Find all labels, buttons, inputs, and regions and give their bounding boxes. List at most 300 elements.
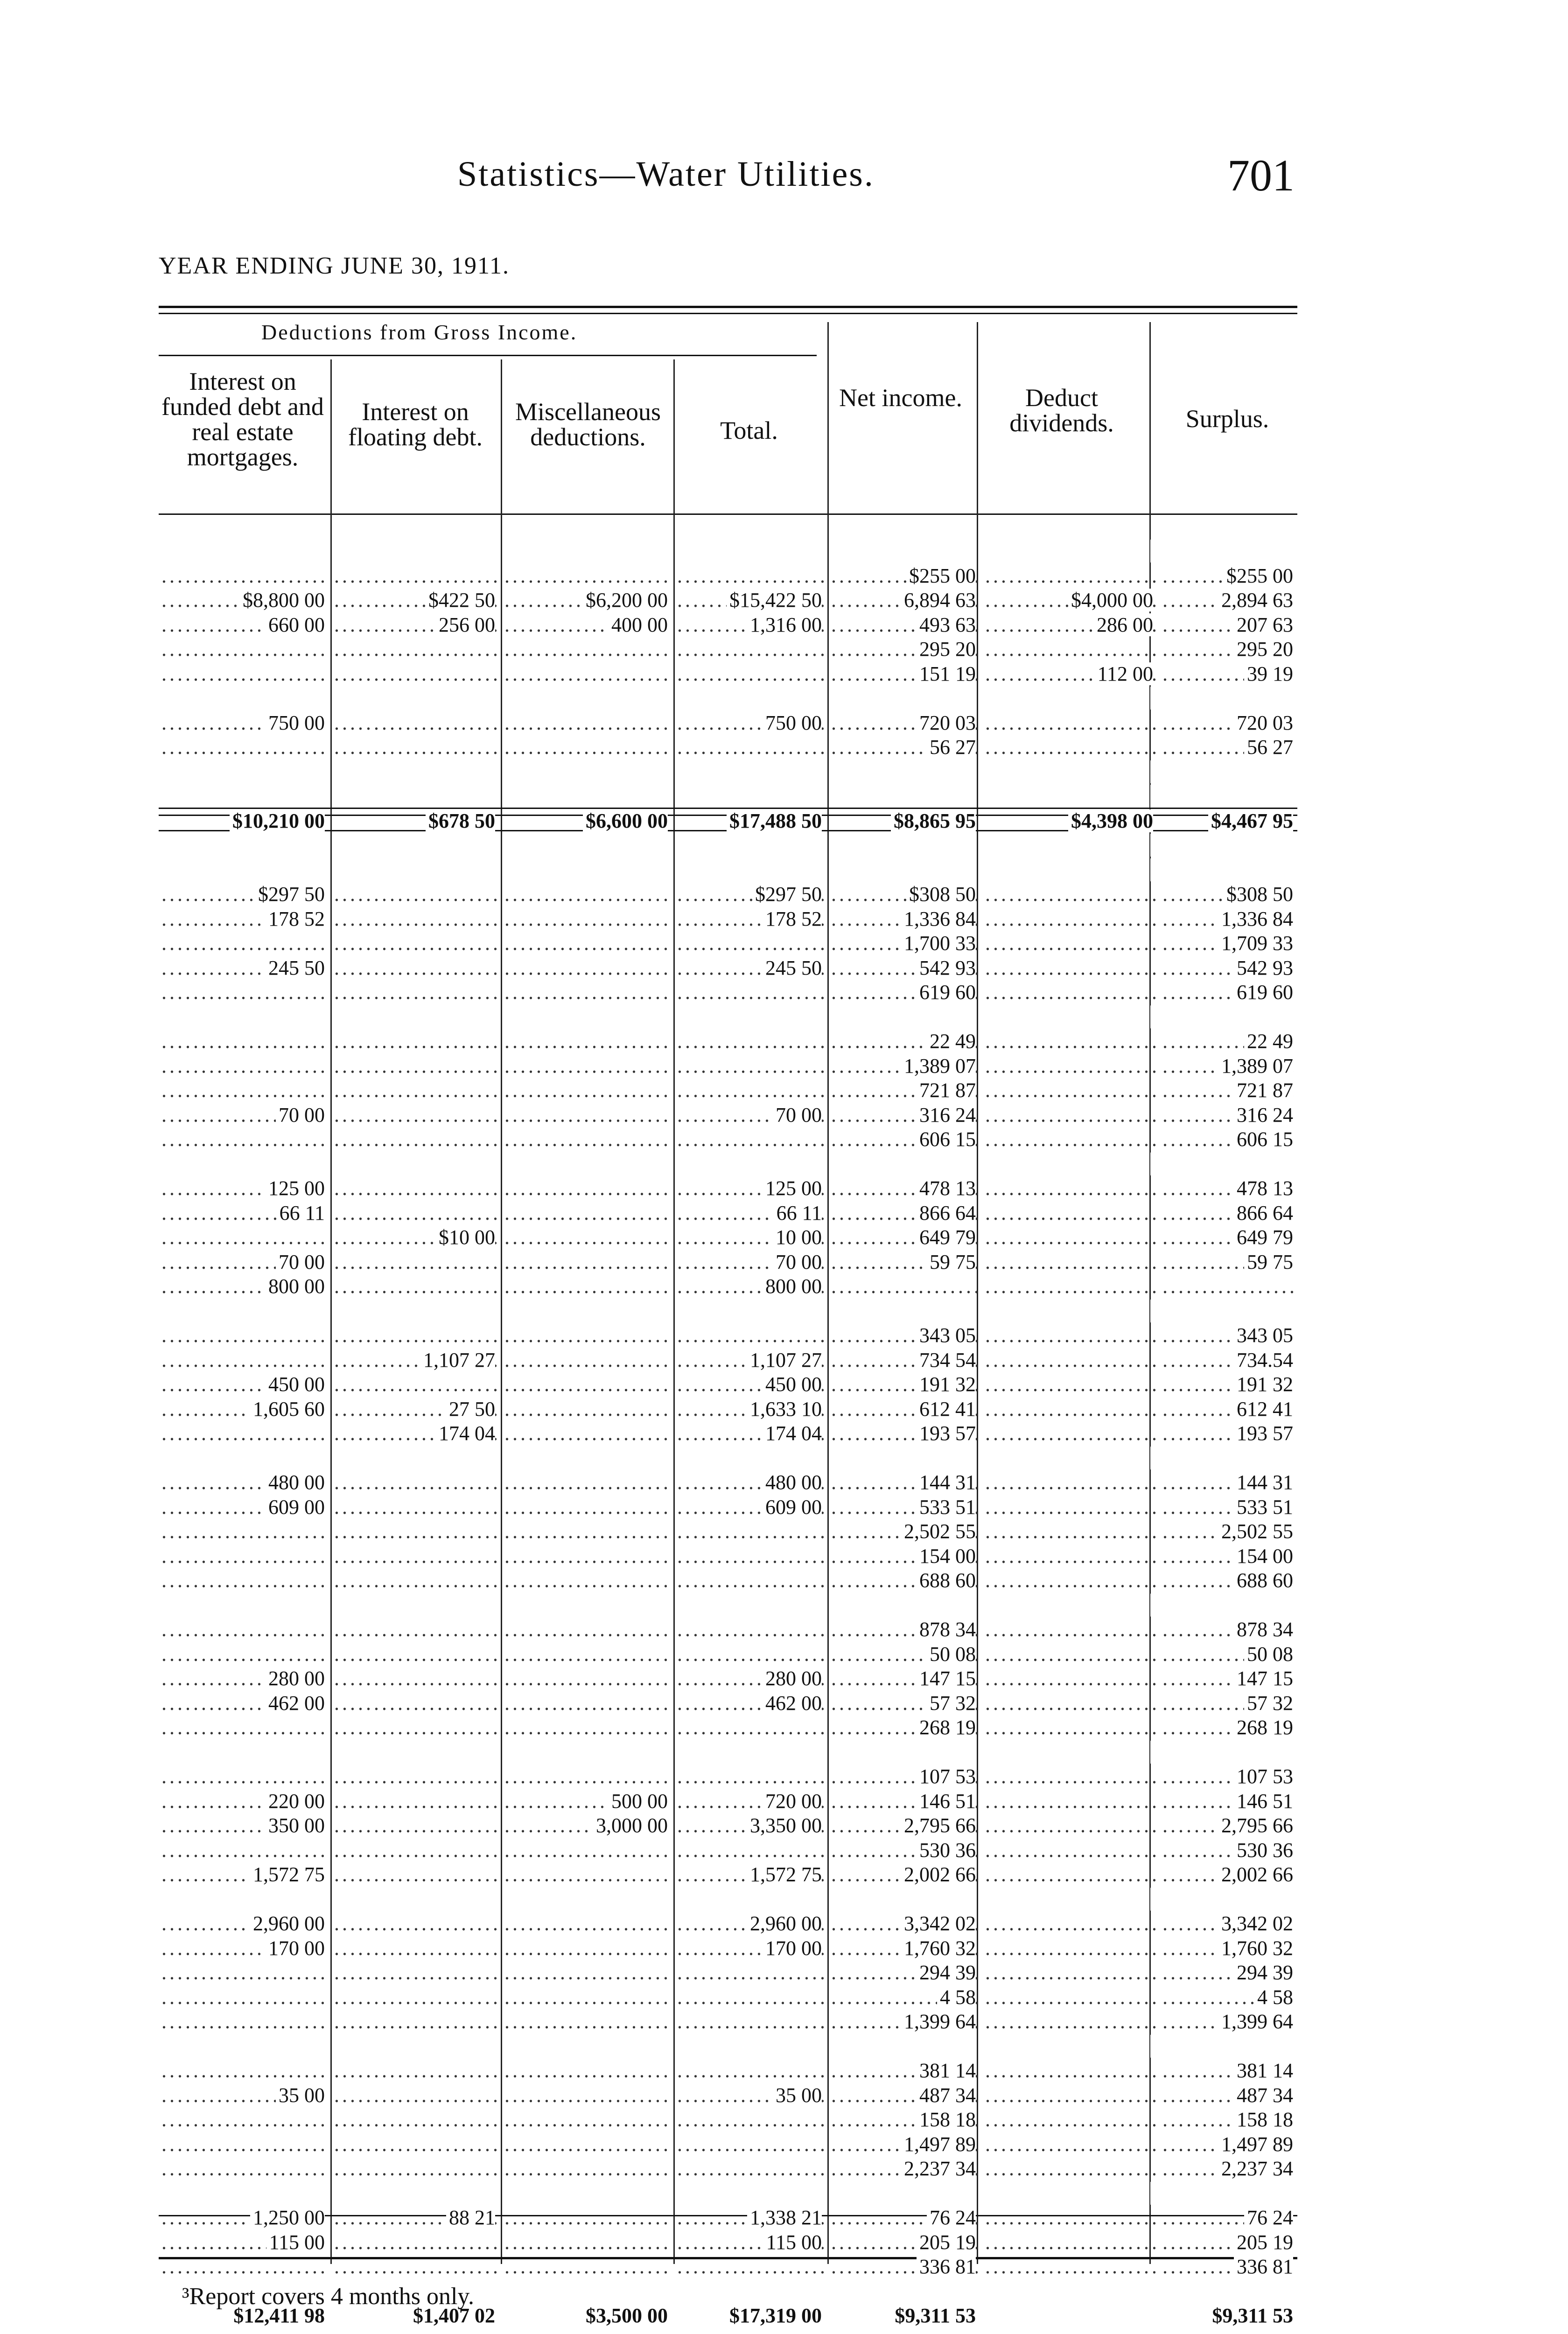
table-cell (674, 1127, 828, 1152)
table-cell (159, 1372, 331, 1397)
table-cell (1160, 1078, 1300, 1103)
table-cell (159, 1617, 331, 1642)
table-cell (982, 1078, 1160, 1103)
table-row (159, 1421, 1300, 1446)
table-cell (674, 2255, 828, 2279)
table-cell (1160, 1250, 1300, 1275)
table-cell (982, 1887, 1160, 1912)
table-cell (828, 2279, 982, 2304)
cell-value (322, 1300, 325, 1322)
table-cell (331, 956, 502, 981)
table-cell (1160, 686, 1300, 711)
table-cell (331, 1789, 502, 1814)
table-cell (331, 1127, 502, 1152)
cell-value (1290, 1447, 1293, 1469)
table-cell (159, 2206, 331, 2230)
table-cell (1160, 1470, 1300, 1495)
cell-value (819, 2280, 822, 2303)
table-row (159, 833, 1300, 858)
table-cell (1160, 1225, 1300, 1250)
cell-value: 10 00 (773, 1226, 822, 1249)
cell-value: 2,502 55 (901, 1520, 976, 1543)
table-cell (1160, 711, 1300, 736)
table-cell (1160, 2230, 1300, 2255)
table-cell (1160, 1887, 1300, 1912)
table-cell (982, 882, 1160, 907)
table-cell (982, 1127, 1160, 1152)
cell-value (322, 687, 325, 710)
cell-value (1290, 540, 1293, 562)
cell-value (1290, 687, 1293, 710)
cell-value: 1,336 84 (901, 907, 976, 930)
cell-value: 144 31 (917, 1471, 976, 1494)
table-cell (982, 1642, 1160, 1667)
table-cell (1160, 1789, 1300, 1814)
table-cell (331, 1617, 502, 1642)
cell-value (322, 858, 325, 881)
table-cell (828, 1814, 982, 1838)
cell-value (819, 1153, 822, 1175)
table-cell (1160, 1446, 1300, 1471)
table-cell (1160, 980, 1300, 1005)
table-row (159, 1348, 1300, 1373)
table-cell (502, 784, 674, 809)
table-cell (331, 613, 502, 638)
cell-value (492, 858, 495, 881)
table-cell (828, 1715, 982, 1740)
table-cell (1160, 1176, 1300, 1201)
cell-value: 2,002 66 (901, 1863, 976, 1886)
table-cell (502, 588, 674, 613)
table-cell (1160, 2108, 1300, 2132)
table-cell (674, 1495, 828, 1520)
cell-value (1150, 1447, 1153, 1469)
cell-value (819, 2035, 822, 2058)
cell-value: 2,795 66 (901, 1814, 976, 1837)
table-cell (502, 1397, 674, 1422)
cell-value (322, 1888, 325, 1911)
table-cell (331, 1397, 502, 1422)
cell-value: 146 51 (1234, 1790, 1293, 1813)
table-cell (982, 539, 1160, 564)
table-cell (502, 1887, 674, 1912)
table-cell (1160, 2206, 1300, 2230)
cell-value: $6,600 00 (583, 809, 668, 832)
page-number: 701 (1227, 150, 1295, 200)
table-cell (159, 1887, 331, 1912)
cell-value (973, 1005, 976, 1028)
table-cell (331, 1225, 502, 1250)
table-cell (674, 2304, 828, 2328)
table-cell (502, 858, 674, 883)
table-cell (828, 2059, 982, 2083)
cell-value: 6,894 63 (901, 589, 976, 612)
table-cell (828, 1519, 982, 1544)
table-cell (502, 1470, 674, 1495)
cell-value (1290, 760, 1293, 783)
cell-value (1150, 785, 1153, 808)
cell-value: 125 00 (763, 1177, 822, 1200)
table-row (159, 1103, 1300, 1128)
table-cell (159, 2132, 331, 2157)
table-cell (674, 1103, 828, 1128)
cell-value: 268 19 (1234, 1716, 1293, 1739)
table-cell (674, 1961, 828, 1985)
table-cell (674, 956, 828, 981)
cell-value (973, 2035, 976, 2058)
table-cell (159, 784, 331, 809)
cell-value: 542 93 (917, 956, 976, 979)
cell-value: 800 00 (763, 1275, 822, 1298)
cell-value: 609 00 (266, 1496, 325, 1519)
cell-value (322, 2182, 325, 2205)
cell-value: $422 50 (426, 589, 495, 612)
table-cell (331, 711, 502, 736)
table-cell (502, 1029, 674, 1054)
table-cell (502, 1519, 674, 1544)
cell-value: 1,605 60 (250, 1398, 325, 1420)
table-cell (828, 2157, 982, 2181)
table-cell (159, 2083, 331, 2108)
table-cell (331, 907, 502, 932)
table-cell (331, 1765, 502, 1789)
table-cell (674, 1470, 828, 1495)
table-cell (674, 1348, 828, 1373)
table-cell (159, 858, 331, 883)
cell-value: 350 00 (266, 1814, 325, 1837)
table-cell (828, 1299, 982, 1324)
table-cell (331, 2230, 502, 2255)
cell-value: 609 00 (763, 1496, 822, 1519)
table-cell (502, 2230, 674, 2255)
table-cell (331, 1078, 502, 1103)
table-cell (982, 760, 1160, 785)
cell-value: 1,700 33 (901, 932, 976, 955)
table-row (159, 2059, 1300, 2083)
table-cell (1160, 1544, 1300, 1569)
cell-value (973, 540, 976, 562)
table-cell (331, 662, 502, 687)
cell-value: 750 00 (266, 711, 325, 734)
table-cell (502, 613, 674, 638)
table-cell (502, 1936, 674, 1961)
table-cell (982, 980, 1160, 1005)
table-cell (502, 1323, 674, 1348)
table-cell (1160, 760, 1300, 785)
table-row (159, 2108, 1300, 2132)
table-cell (1160, 2010, 1300, 2034)
cell-value: 154 00 (917, 1545, 976, 1568)
table-cell (502, 1912, 674, 1936)
cell-value (973, 858, 976, 881)
cell-value: 170 00 (763, 1937, 822, 1960)
table-row (159, 1176, 1300, 1201)
cell-value: 2,960 00 (747, 1912, 822, 1935)
table-cell (982, 1274, 1160, 1299)
cell-value (322, 2035, 325, 2058)
table-cell (1160, 1617, 1300, 1642)
table-cell (159, 1005, 331, 1030)
table-row (159, 1029, 1300, 1054)
cell-value (819, 760, 822, 783)
cell-value: 280 00 (266, 1667, 325, 1690)
table-cell (1160, 784, 1300, 809)
table-cell (674, 2279, 828, 2304)
table-cell (1160, 1568, 1300, 1593)
cell-value (1290, 2280, 1293, 2303)
cell-value: 27 50 (446, 1398, 495, 1420)
table-cell (331, 1912, 502, 1936)
table-cell (828, 2132, 982, 2157)
cell-value: 450 00 (763, 1373, 822, 1396)
cell-value: 462 00 (763, 1692, 822, 1715)
table-cell (828, 1127, 982, 1152)
table-cell (674, 1617, 828, 1642)
table-cell (1160, 809, 1300, 834)
table-cell (1160, 2034, 1300, 2059)
cell-value (1290, 1005, 1293, 1028)
cell-value: 112 00 (1095, 662, 1153, 685)
table-cell (331, 539, 502, 564)
table-cell (331, 1838, 502, 1863)
table-cell (828, 1421, 982, 1446)
table-cell (159, 1593, 331, 1618)
cell-value: 343 05 (917, 1324, 976, 1347)
table-cell (982, 1593, 1160, 1618)
table-cell (159, 907, 331, 932)
table-cell (502, 809, 674, 834)
table-cell (982, 1912, 1160, 1936)
table-cell (828, 1274, 982, 1299)
table-cell (502, 539, 674, 564)
table-cell (982, 1691, 1160, 1716)
table-cell (502, 2157, 674, 2181)
table-cell (1160, 1152, 1300, 1177)
table-cell (1160, 1372, 1300, 1397)
table-row (159, 907, 1300, 932)
table-cell (982, 1103, 1160, 1128)
table-cell (159, 2010, 331, 2034)
table-cell (159, 1152, 331, 1177)
table-row (159, 637, 1300, 662)
cell-value (665, 760, 668, 783)
table-cell (159, 1029, 331, 1054)
table-row (159, 1985, 1300, 2010)
table-cell (982, 1250, 1160, 1275)
table-cell (828, 1152, 982, 1177)
cell-value (492, 785, 495, 808)
cell-value (819, 1005, 822, 1028)
table-cell (331, 1446, 502, 1471)
cell-value: 493 63 (917, 613, 976, 636)
table-row (159, 1225, 1300, 1250)
cell-value: 866 64 (1234, 1202, 1293, 1224)
table-cell (502, 1078, 674, 1103)
table-cell (982, 588, 1160, 613)
table-cell (982, 1470, 1160, 1495)
table-cell (828, 882, 982, 907)
table-cell (674, 1593, 828, 1618)
table-cell (331, 1250, 502, 1275)
cell-value: 57 32 (927, 1692, 976, 1715)
table-cell (982, 2157, 1160, 2181)
table-cell (502, 2255, 674, 2279)
group-title: Deductions from Gross Income. (261, 320, 578, 344)
cell-value (973, 2182, 976, 2205)
table-cell (828, 1201, 982, 1226)
table-cell (502, 711, 674, 736)
cell-value: 144 31 (1234, 1471, 1293, 1494)
table-cell (828, 1789, 982, 1814)
cell-value (492, 540, 495, 562)
table-cell (982, 2255, 1160, 2279)
table-row (159, 1201, 1300, 1226)
cell-value: 381 14 (1234, 2059, 1293, 2082)
table-row (159, 1054, 1300, 1079)
table-cell (828, 784, 982, 809)
table-cell (331, 882, 502, 907)
table-cell (674, 1005, 828, 1030)
table-cell (159, 1421, 331, 1446)
table-cell (674, 931, 828, 956)
cell-value (819, 2182, 822, 2205)
table-cell (1160, 564, 1300, 589)
cell-value (492, 1005, 495, 1028)
table-row (159, 686, 1300, 711)
table-cell (674, 686, 828, 711)
cell-value: 57 32 (1244, 1692, 1293, 1715)
table-cell (1160, 2255, 1300, 2279)
table-cell (159, 1078, 331, 1103)
table-cell (502, 1495, 674, 1520)
cell-value: 268 19 (917, 1716, 976, 1739)
table-cell (982, 1323, 1160, 1348)
table-cell (982, 735, 1160, 760)
cell-value (1150, 760, 1153, 783)
table-cell (1160, 1765, 1300, 1789)
table-cell (982, 1397, 1160, 1422)
table-cell (331, 1985, 502, 2010)
table-cell (1160, 1936, 1300, 1961)
table-cell (331, 858, 502, 883)
table-cell (331, 2255, 502, 2279)
cell-value: $297 50 (255, 883, 325, 906)
table-cell (828, 2206, 982, 2230)
table-cell (502, 564, 674, 589)
table-cell (982, 1495, 1160, 1520)
table-cell (159, 662, 331, 687)
cell-value: 612 41 (1234, 1398, 1293, 1420)
table-cell (828, 1078, 982, 1103)
table-cell (1160, 2132, 1300, 2157)
table-cell (1160, 931, 1300, 956)
cell-value: 193 57 (1234, 1422, 1293, 1445)
table-cell (331, 2132, 502, 2157)
col-header-misc-deductions: Miscellaneous deductions. (515, 398, 661, 451)
table-cell (159, 564, 331, 589)
table-cell (828, 1985, 982, 2010)
table-cell (982, 2059, 1160, 2083)
table-cell (502, 1250, 674, 1275)
top-double-rule-1 (159, 306, 1297, 308)
table-cell (331, 1029, 502, 1054)
cell-value: 170 00 (266, 1937, 325, 1960)
cell-value: 245 50 (763, 956, 822, 979)
cell-value: 39 19 (1244, 662, 1293, 685)
table-cell (502, 1691, 674, 1716)
table-cell (674, 2034, 828, 2059)
cell-value (1150, 1741, 1153, 1764)
table-cell (502, 1446, 674, 1471)
cell-value (819, 834, 822, 857)
cell-value: 50 08 (1244, 1643, 1293, 1666)
cell-value: $4,398 00 (1068, 809, 1153, 832)
table-cell (502, 1765, 674, 1789)
table-cell (331, 833, 502, 858)
cell-value: 1,399 64 (901, 2010, 976, 2033)
cell-value (1290, 1741, 1293, 1764)
table-cell (674, 1887, 828, 1912)
table-cell (502, 1372, 674, 1397)
cell-value: 660 00 (266, 613, 325, 636)
table-cell (982, 1152, 1160, 1177)
cell-value: 480 00 (763, 1471, 822, 1494)
table-cell (1160, 1323, 1300, 1348)
table-cell (828, 1372, 982, 1397)
table-cell (331, 2083, 502, 2108)
cell-value: 178 52 (266, 907, 325, 930)
cell-value: 2,237 34 (901, 2157, 976, 2180)
table-cell (331, 1372, 502, 1397)
table-cell (828, 1740, 982, 1765)
cell-value: 107 53 (917, 1765, 976, 1788)
table-cell (828, 1544, 982, 1569)
table-cell (159, 1127, 331, 1152)
table-cell (502, 1666, 674, 1691)
cell-value: $3,500 00 (583, 2304, 668, 2327)
table-cell (1160, 637, 1300, 662)
cell-value (492, 1447, 495, 1469)
cell-value (1150, 1300, 1153, 1322)
table-cell (159, 1519, 331, 1544)
table-cell (159, 1201, 331, 1226)
table-cell (1160, 735, 1300, 760)
cell-value: 612 41 (917, 1398, 976, 1420)
cell-value: 720 03 (1234, 711, 1293, 734)
cell-value (1290, 1300, 1293, 1322)
cell-value: 115 00 (763, 2231, 822, 2254)
table-cell (828, 809, 982, 834)
cell-value (322, 834, 325, 857)
table-cell (502, 1005, 674, 1030)
cell-value: 480 00 (266, 1471, 325, 1494)
table-cell (828, 1838, 982, 1863)
top-double-rule-2 (159, 313, 1297, 314)
table-cell (828, 1666, 982, 1691)
table-cell (828, 1470, 982, 1495)
table-cell (159, 1715, 331, 1740)
cell-value (1150, 1888, 1153, 1911)
table-row (159, 1519, 1300, 1544)
cell-value (973, 2280, 976, 2303)
cell-value: 533 51 (1234, 1496, 1293, 1519)
cell-value (665, 1888, 668, 1911)
table-cell (1160, 1691, 1300, 1716)
table-cell (331, 1323, 502, 1348)
table-cell (828, 1029, 982, 1054)
table-cell (1160, 1666, 1300, 1691)
table-cell (502, 2132, 674, 2157)
